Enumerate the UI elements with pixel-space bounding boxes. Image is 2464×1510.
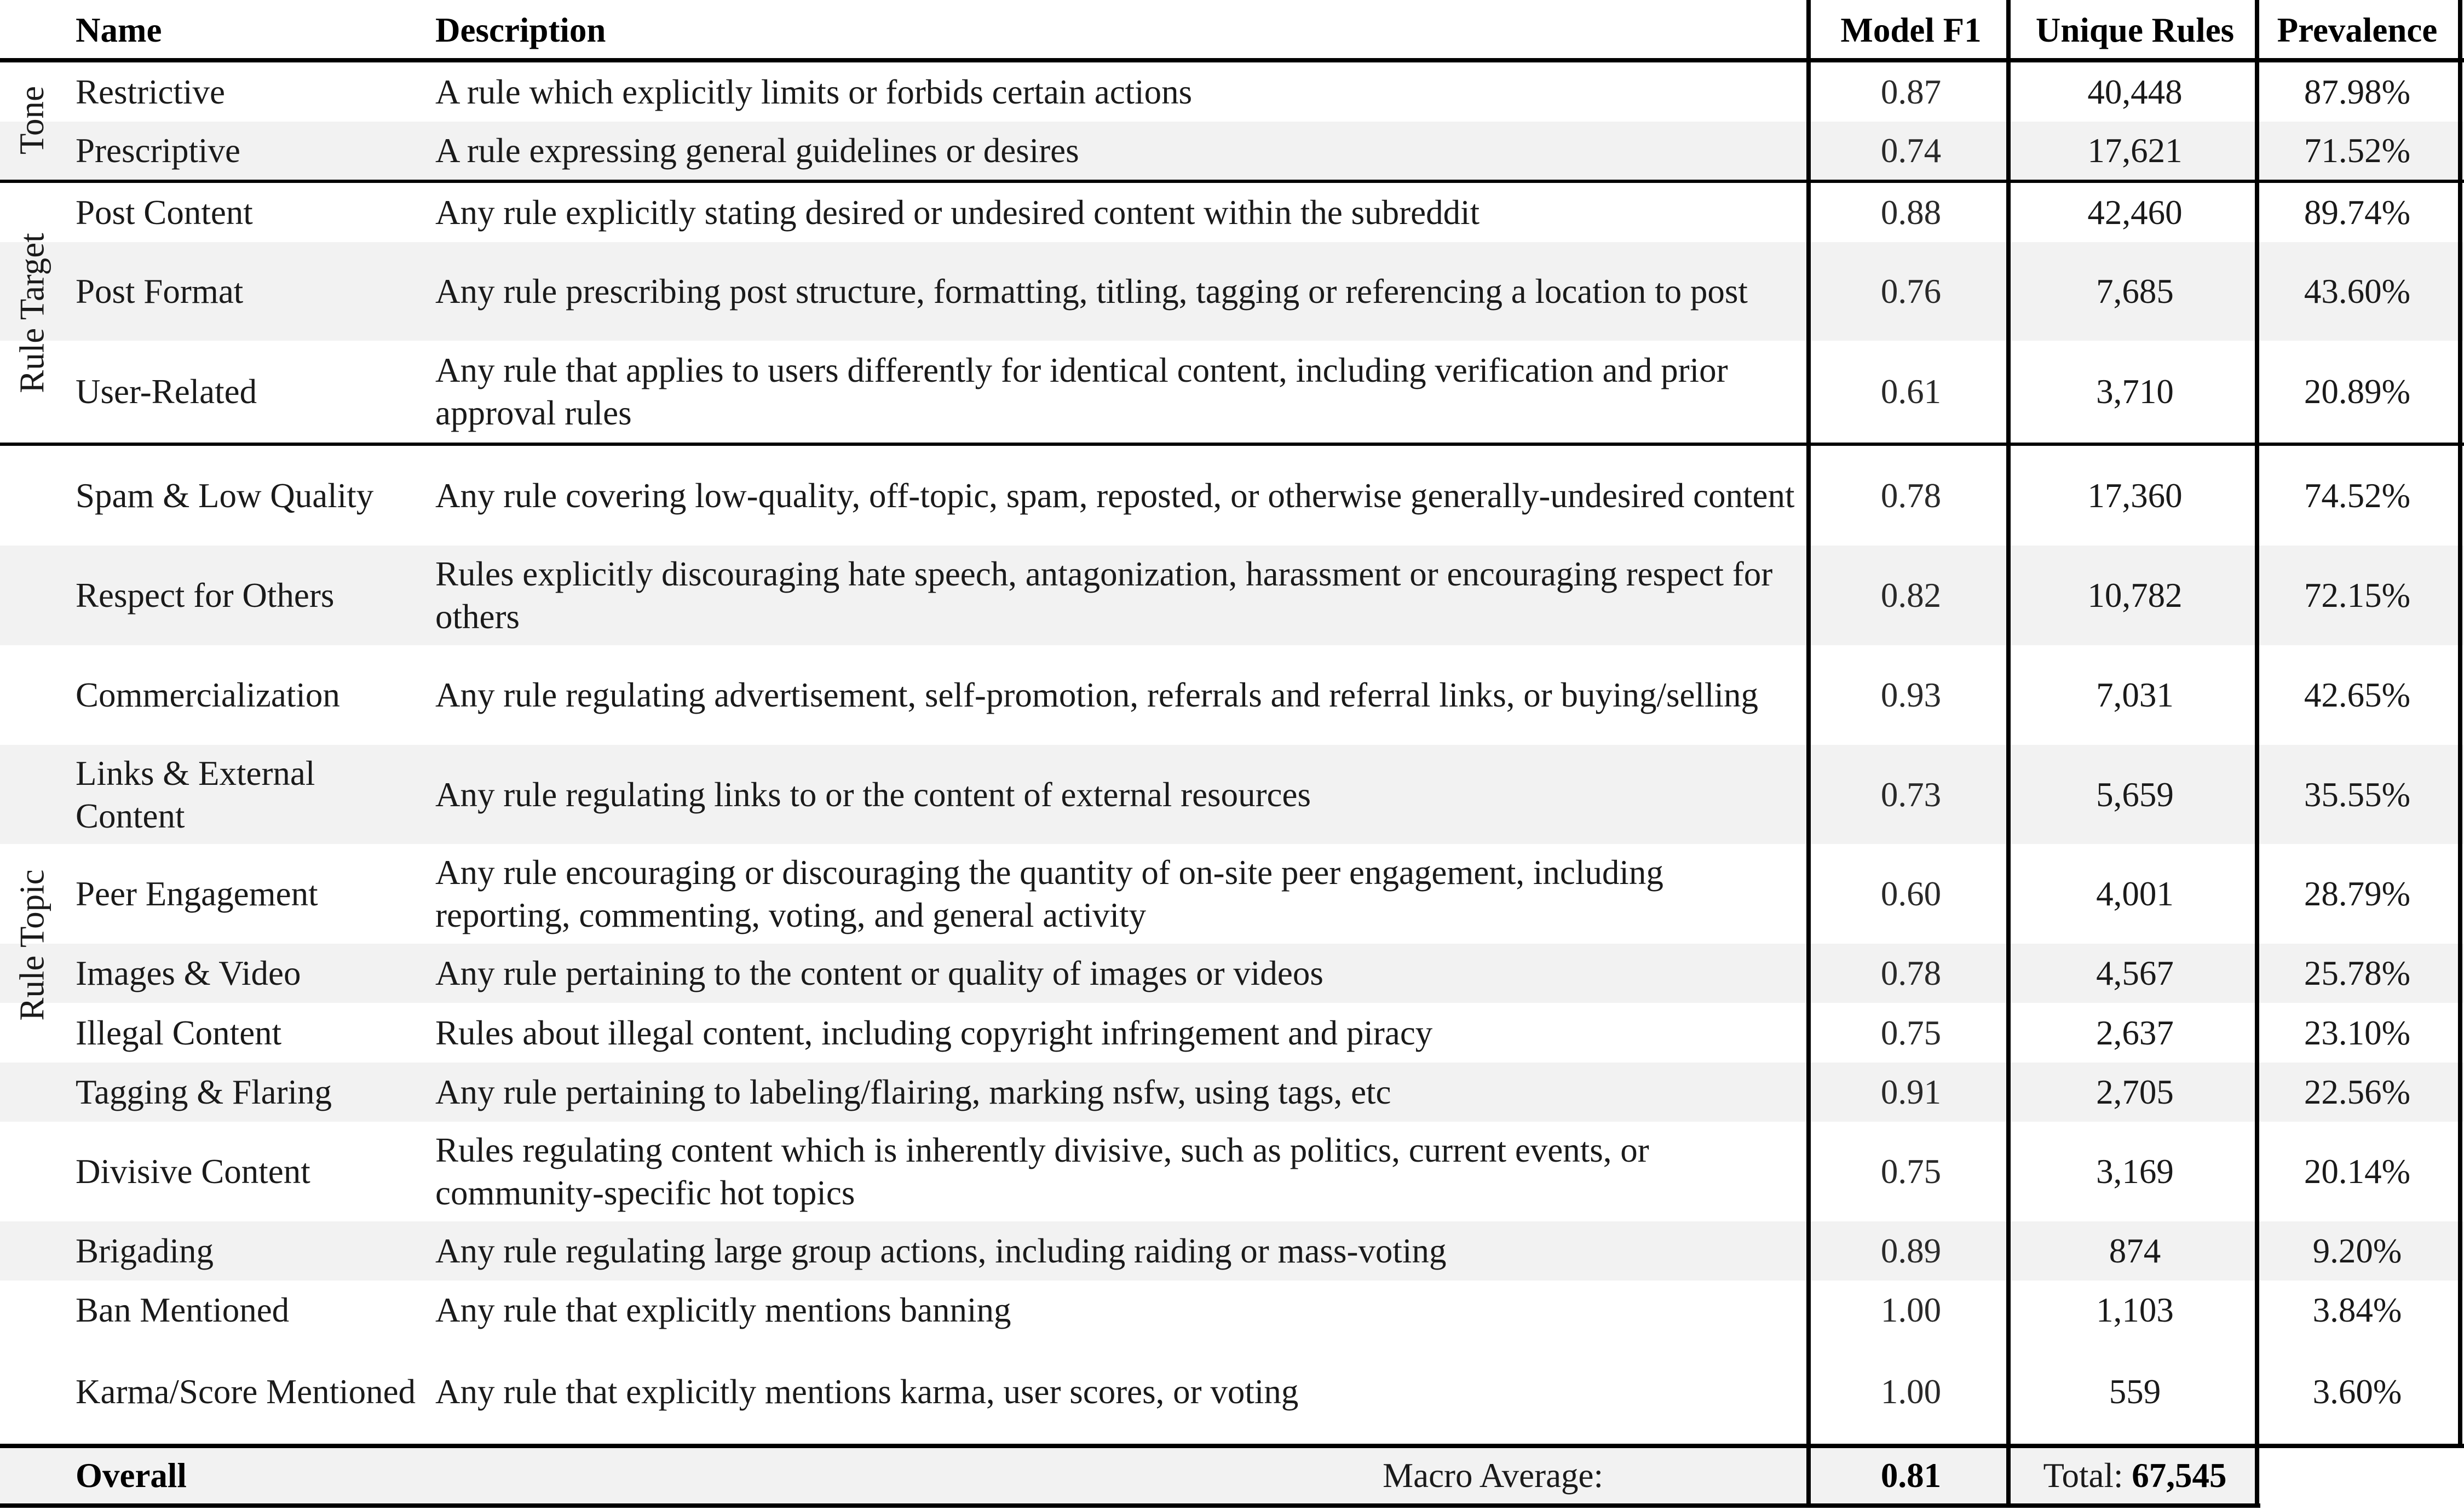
rule-description: Any rule that applies to users differently for identical content, including verification and prior approval rules (435, 351, 1728, 432)
rule-bottom (0, 1503, 2260, 1508)
table-row (0, 183, 2464, 242)
unique-rules-value: 1,103 (2096, 1291, 2174, 1329)
prevalence-value: 42.65% (2304, 676, 2411, 714)
vrule-1 (1806, 0, 1811, 1508)
prevalence-value: 3.60% (2312, 1373, 2402, 1411)
rule-description: A rule expressing general guidelines or desires (435, 131, 1079, 170)
unique-rules-value: 4,001 (2096, 875, 2174, 913)
table-row (0, 844, 2464, 944)
table-row (0, 122, 2464, 180)
prevalence-value: 20.14% (2304, 1152, 2411, 1191)
prevalence-value: 89.74% (2304, 193, 2411, 232)
table-row (0, 446, 2464, 546)
model-f1-value: 0.88 (1880, 193, 1942, 232)
table-row (0, 341, 2464, 443)
table-row (0, 62, 2464, 122)
group-label-tone: Tone (13, 85, 51, 155)
prevalence-value: 25.78% (2304, 954, 2411, 992)
vrule-2 (2006, 0, 2011, 1508)
model-f1-value: 0.75 (1880, 1152, 1942, 1191)
rule-description: Rules about illegal content, including copyright infringement and piracy (435, 1013, 1433, 1052)
footer-overall: Overall (76, 1456, 187, 1495)
prevalence-value: 87.98% (2304, 73, 2411, 111)
table-row (0, 1221, 2464, 1281)
rule-name: Tagging & Flaring (76, 1073, 332, 1111)
rule-name: User-Related (76, 372, 257, 411)
model-f1-value: 0.93 (1880, 676, 1942, 714)
unique-rules-value: 2,637 (2096, 1013, 2174, 1052)
unique-rules-value: 40,448 (2087, 73, 2183, 111)
prevalence-value: 28.79% (2304, 875, 2411, 913)
rule-description: Any rule that explicitly mentions banning (435, 1291, 1011, 1329)
unique-rules-value: 17,621 (2087, 131, 2183, 170)
prevalence-value: 35.55% (2304, 775, 2411, 814)
vrule-3 (2255, 0, 2259, 1508)
rule-name: Post Format (76, 272, 244, 311)
rule-name: Karma/Score Mentioned (76, 1373, 416, 1411)
table-row (0, 546, 2464, 645)
model-f1-value: 0.61 (1880, 372, 1942, 411)
footer-macro-label: Macro Average: (1383, 1456, 1603, 1495)
rule-description: Any rule explicitly stating desired or undesired content within the subreddit (435, 193, 1480, 232)
footer-total-value: 67,545 (2132, 1456, 2227, 1495)
prevalence-value: 20.89% (2304, 372, 2411, 411)
model-f1-value: 1.00 (1880, 1373, 1942, 1411)
table-row (0, 1340, 2464, 1444)
rule-description: Any rule that explicitly mentions karma, user scores, or voting (435, 1373, 1299, 1411)
prevalence-value: 22.56% (2304, 1073, 2411, 1111)
rule-name: Links & External Content (76, 754, 315, 835)
footer-total-label: Total: (2043, 1456, 2123, 1495)
footer-total (2013, 1447, 2257, 1504)
unique-rules-value: 17,360 (2087, 476, 2183, 515)
model-f1-value: 0.74 (1880, 131, 1942, 170)
rule-name: Spam & Low Quality (76, 476, 374, 515)
rule-name: Commercialization (76, 676, 340, 714)
prevalence-value: 71.52% (2304, 131, 2411, 170)
rule-name: Ban Mentioned (76, 1291, 290, 1329)
rule-description: Any rule regulating links to or the content of external resources (435, 775, 1311, 814)
table-row (0, 1281, 2464, 1340)
group-label-rule-target: Rule Target (13, 233, 51, 393)
unique-rules-value: 559 (2109, 1373, 2161, 1411)
table-row (0, 1003, 2464, 1063)
header-model-f1: Model F1 (1840, 11, 1982, 49)
rule-description: Any rule covering low-quality, off-topic, spam, reposted, or otherwise generally-undesired content (435, 476, 1795, 515)
rule-tone-target (0, 180, 2464, 183)
rule-description: Any rule pertaining to labeling/flairing, marking nsfw, using tags, etc (435, 1073, 1391, 1111)
rule-description: Any rule encouraging or discouraging the quantity of on-site peer engagement, including reporting, commenting, voting, and general activity (435, 853, 1663, 934)
unique-rules-value: 5,659 (2096, 775, 2174, 814)
model-f1-value: 0.60 (1880, 875, 1942, 913)
table-row (0, 1063, 2464, 1122)
header-unique-rules: Unique Rules (2035, 11, 2235, 49)
prevalence-value: 43.60% (2304, 272, 2411, 311)
unique-rules-value: 874 (2109, 1232, 2161, 1270)
rule-description: Any rule regulating large group actions, including raiding or mass-voting (435, 1232, 1447, 1270)
unique-rules-value: 7,685 (2096, 272, 2174, 311)
model-f1-value: 0.82 (1880, 576, 1942, 615)
rule-header (0, 58, 2464, 62)
unique-rules-value: 42,460 (2087, 193, 2183, 232)
prevalence-value: 23.10% (2304, 1013, 2411, 1052)
header-description: Description (435, 11, 606, 49)
rule-name: Brigading (76, 1232, 214, 1270)
unique-rules-value: 7,031 (2096, 676, 2174, 714)
rule-description: Rules regulating content which is inherently divisive, such as politics, current events, or community-specific hot topics (435, 1131, 1649, 1212)
model-f1-value: 0.89 (1880, 1232, 1942, 1270)
rule-description: A rule which explicitly limits or forbids certain actions (435, 73, 1193, 111)
rule-name: Divisive Content (76, 1152, 310, 1191)
prevalence-value: 74.52% (2304, 476, 2411, 515)
prevalence-value: 72.15% (2304, 576, 2411, 615)
vrule-right (2458, 0, 2462, 1448)
unique-rules-value: 2,705 (2096, 1073, 2174, 1111)
footer-row (0, 1447, 2260, 1504)
rule-name: Prescriptive (76, 131, 240, 170)
prevalence-value: 9.20% (2312, 1232, 2402, 1270)
model-f1-value: 0.87 (1880, 73, 1942, 111)
model-f1-value: 0.78 (1880, 954, 1942, 992)
rule-body-footer (0, 1444, 2464, 1448)
model-f1-value: 0.91 (1880, 1073, 1942, 1111)
table-row (0, 645, 2464, 745)
rule-target-topic (0, 443, 2464, 446)
rule-description: Any rule prescribing post structure, formatting, titling, tagging or referencing a location to post (435, 272, 1748, 311)
header-row (0, 0, 2464, 60)
rule-description: Rules explicitly discouraging hate speech, antagonization, harassment or encouraging respect for others (435, 555, 1773, 636)
rule-name: Peer Engagement (76, 875, 318, 913)
table-row (0, 745, 2464, 844)
unique-rules-value: 3,169 (2096, 1152, 2174, 1191)
rule-name: Post Content (76, 193, 253, 232)
table-row (0, 242, 2464, 341)
table-row (0, 944, 2464, 1003)
rule-description: Any rule regulating advertisement, self-promotion, referrals and referral links, or buying/selling (435, 676, 1758, 714)
rule-description: Any rule pertaining to the content or quality of images or videos (435, 954, 1323, 992)
unique-rules-value: 4,567 (2096, 954, 2174, 992)
model-f1-value: 0.73 (1880, 775, 1942, 814)
header-prevalence: Prevalence (2277, 11, 2438, 49)
rule-name: Images & Video (76, 954, 301, 992)
footer-macro-value: 0.81 (1880, 1456, 1942, 1495)
unique-rules-value: 10,782 (2087, 576, 2183, 615)
model-f1-value: 0.75 (1880, 1013, 1942, 1052)
header-name: Name (76, 11, 162, 49)
model-f1-value: 0.78 (1880, 476, 1942, 515)
rule-name: Illegal Content (76, 1013, 282, 1052)
model-f1-value: 0.76 (1880, 272, 1942, 311)
table-row (0, 1122, 2464, 1221)
group-label-rule-topic: Rule Topic (13, 869, 51, 1021)
rule-name: Respect for Others (76, 576, 335, 615)
model-f1-value: 1.00 (1880, 1291, 1942, 1329)
unique-rules-value: 3,710 (2096, 372, 2174, 411)
rule-name: Restrictive (76, 73, 225, 111)
prevalence-value: 3.84% (2312, 1291, 2402, 1329)
